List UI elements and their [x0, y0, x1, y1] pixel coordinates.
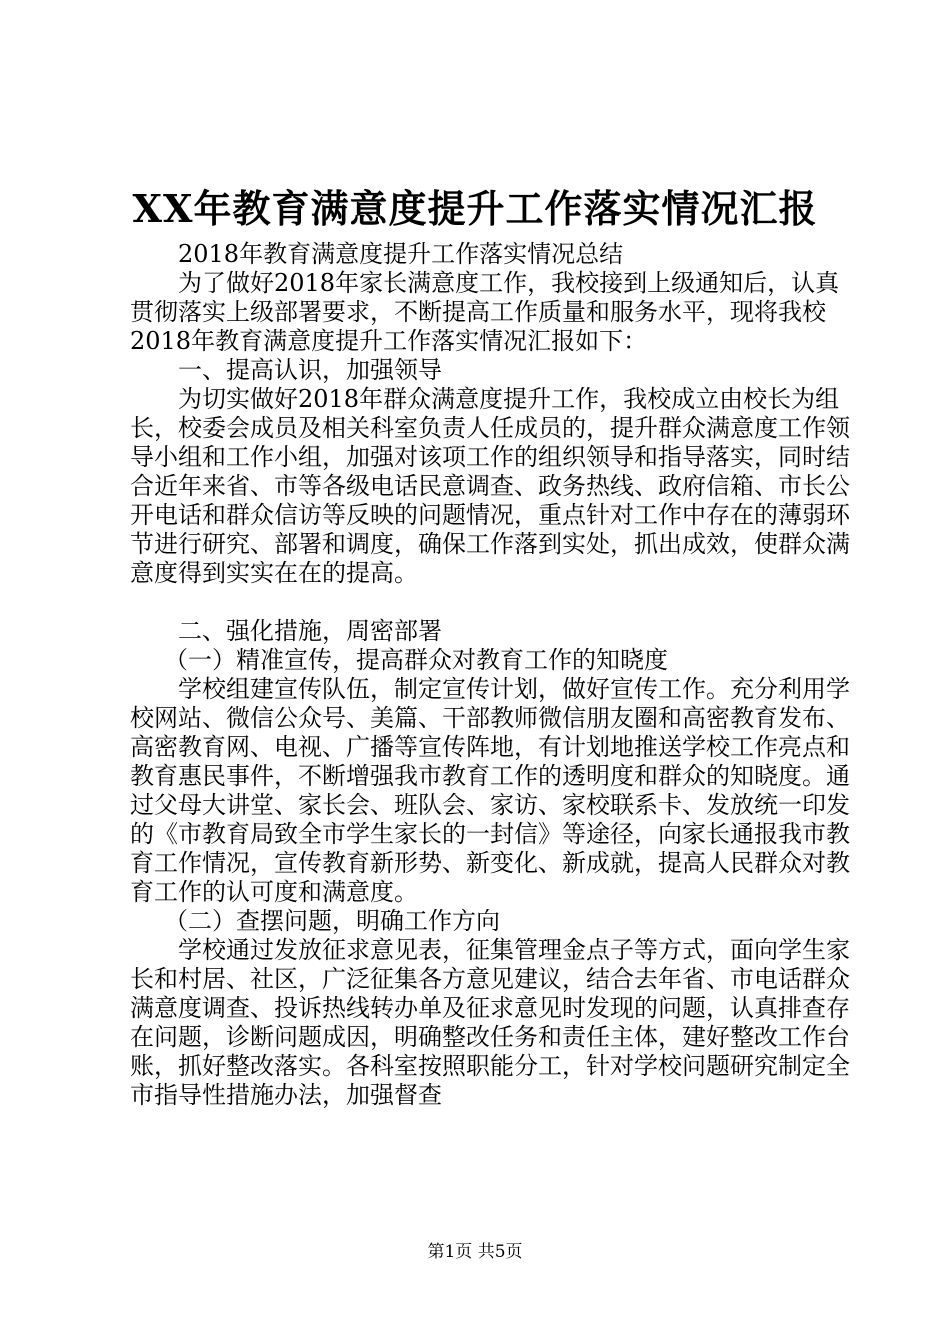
page-number-footer: 第1页 共5页 — [427, 1242, 523, 1262]
section-1-heading: 一、提高认识，加强领导 — [178, 356, 442, 384]
document-body — [130, 240, 850, 1110]
document-title: XX年教育满意度提升工作落实情况汇报 — [132, 186, 818, 231]
section-1-paragraph: 为切实做好2018年群众满意度提升工作，我校成立由校长为组长，校委会成员及相关科室负责人任成员的，提升群众满意度工作领导小组和工作小组，加强对该项工作的组织领导和指导落实，同时结合近年来省、市等各级电话民意调查、政务热线、政府信箱、市长公开电话和群众信访等反映的问题情况，重点针对工作中存在的薄弱环节进行研究、部署和调度，确保工作落到实处，抓出成效，使群众满意度得到实实在在的提高。 — [130, 385, 850, 587]
subsection-2-paragraph: 学校通过发放征求意见表，征集管理金点子等方式，面向学生家长和村居、社区，广泛征集各方意见建议，结合去年省、市电话群众满意度调查、投诉热线转办单及征求意见时发现的问题，认真排查存在问题，诊断问题成因，明确整改任务和责任主体，建好整改工作台账，抓好整改落实。各科室按照职能分工，针对学校问题研究制定全市指导性措施办法，加强督查 — [130, 936, 850, 1109]
section-2-heading: 二、强化措施，周密部署 — [178, 617, 442, 645]
subsection-1-heading: （一）精准宣传，提高群众对教育工作的知晓度 — [164, 646, 668, 674]
subsection-1-paragraph: 学校组建宣传队伍，制定宣传计划，做好宣传工作。充分利用学校网站、微信公众号、美篇、干部教师微信朋友圈和高密教育发布、高密教育网、电视、广播等宣传阵地，有计划地推送学校工作亮点和教育惠民事件，不断增强我市教育工作的透明度和群众的知晓度。通过父母大讲堂、家长会、班队会、家访、家校联系卡、发放统一印发的《市教育局致全市学生家长的一封信》等途径，向家长通报我市教育工作情况，宣传教育新形势、新变化、新成就，提高人民群众对教育工作的认可度和满意度。 — [130, 675, 850, 906]
subsection-2-heading: （二）查摆问题，明确工作方向 — [164, 907, 500, 935]
subtitle-line: 2018年教育满意度提升工作落实情况总结 — [178, 240, 624, 268]
intro-paragraph: 为了做好2018年家长满意度工作，我校接到上级通知后，认真贯彻落实上级部署要求，不断提高工作质量和服务水平，现将我校2018年教育满意度提升工作落实情况汇报如下： — [130, 269, 840, 355]
